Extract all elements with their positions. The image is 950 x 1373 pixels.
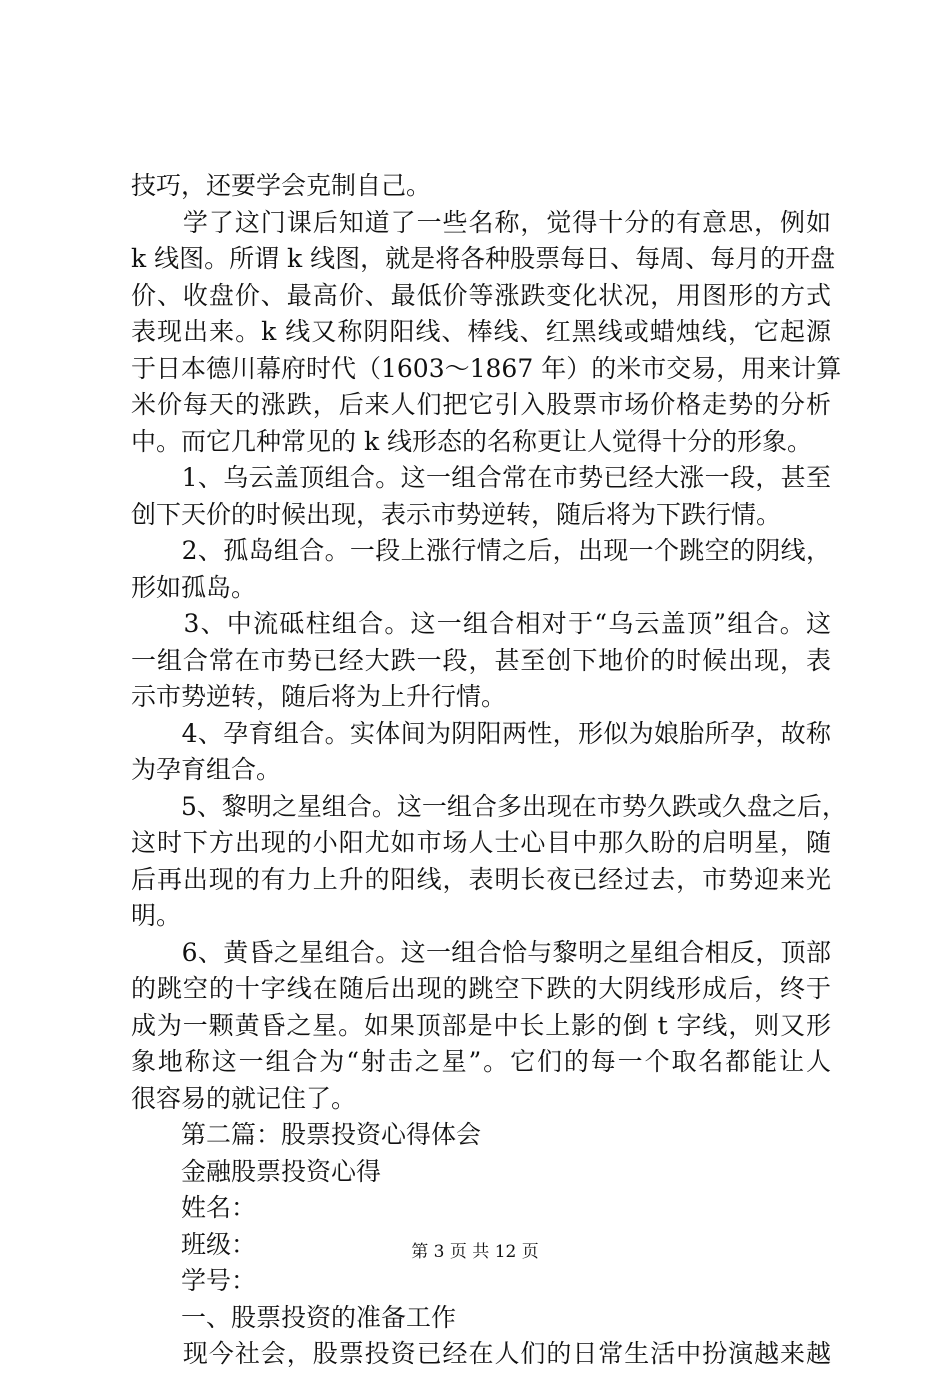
text-line: k 线图。所谓 k 线图，就是将各种股票每日、每周、每月的开盘 xyxy=(131,244,836,273)
text-line: 的跳空的十字线在随后出现的跳空下跌的大阴线形成后，终于 xyxy=(131,974,831,1003)
text-line: 4、孕育组合。实体间为阴阳两性，形似为娘胎所孕，故称 xyxy=(131,718,831,748)
page-footer: 第 3 页 共 12 页 xyxy=(411,1242,539,1262)
text-line: 学了这门课后知道了一些名称，觉得十分的有意思，例如 xyxy=(131,207,831,237)
text-line: 形如孤岛。 xyxy=(131,572,257,602)
text-line: 米价每天的涨跌，后来人们把它引入股票市场价格走势的分析 xyxy=(131,390,831,419)
text-line: 这时下方出现的小阳尤如市场人士心目中那久盼的启明星，随 xyxy=(131,828,831,857)
text-line: 学号： xyxy=(131,1266,257,1295)
text-line: 示市势逆转，随后将为上升行情。 xyxy=(131,682,507,711)
body-text xyxy=(131,168,847,1373)
text-line: 一、股票投资的准备工作 xyxy=(131,1302,457,1332)
text-line: 技巧，还要学会克制自己。 xyxy=(131,171,432,200)
text-line: 现今社会，股票投资已经在人们的日常生活中扮演越来越 xyxy=(131,1339,831,1368)
text-line: 价、收盘价、最高价、最低价等涨跌变化状况，用图形的方式 xyxy=(131,280,831,310)
text-line: 班级： xyxy=(131,1229,257,1259)
text-line: 中。而它几种常见的 k 线形态的名称更让人觉得十分的形象。 xyxy=(131,426,813,456)
text-line: 于日本德川幕府时代（1603～1867 年）的米市交易，用来计算 xyxy=(131,353,842,383)
text-line: 3、中流砥柱组合。这一组合相对于“乌云盖顶”组合。这 xyxy=(131,609,831,638)
text-line: 一组合常在市势已经大跌一段，甚至创下地价的时候出现，表 xyxy=(131,645,831,675)
text-line: 金融股票投资心得 xyxy=(131,1156,382,1186)
text-line: 5、黎明之星组合。这一组合多出现在市势久跌或久盘之后， xyxy=(131,791,847,821)
text-line: 后再出现的有力上升的阳线，表明长夜已经过去，市势迎来光 xyxy=(131,864,831,894)
text-line: 成为一颗黄昏之星。如果顶部是中长上影的倒 t 字线，则又形 xyxy=(131,1010,831,1040)
text-line: 2、孤岛组合。一段上涨行情之后，出现一个跳空的阴线， xyxy=(131,536,831,565)
text-line: 6、黄昏之星组合。这一组合恰与黎明之星组合相反，顶部 xyxy=(131,937,831,967)
text-line: 表现出来。k 线又称阴阳线、棒线、红黑线或蜡烛线，它起源 xyxy=(131,317,831,346)
text-line: 姓名： xyxy=(131,1193,257,1222)
text-line: 1、乌云盖顶组合。这一组合常在市势已经大涨一段，甚至 xyxy=(131,463,831,492)
text-line: 创下天价的时候出现，表示市势逆转，随后将为下跌行情。 xyxy=(131,499,782,529)
text-line: 明。 xyxy=(131,901,182,930)
text-line: 第二篇：股票投资心得体会 xyxy=(131,1120,482,1149)
text-line: 为孕育组合。 xyxy=(131,755,282,784)
text-line: 象地称这一组合为“射击之星”。它们的每一个取名都能让人 xyxy=(131,1047,831,1076)
text-line: 很容易的就记住了。 xyxy=(131,1083,357,1113)
